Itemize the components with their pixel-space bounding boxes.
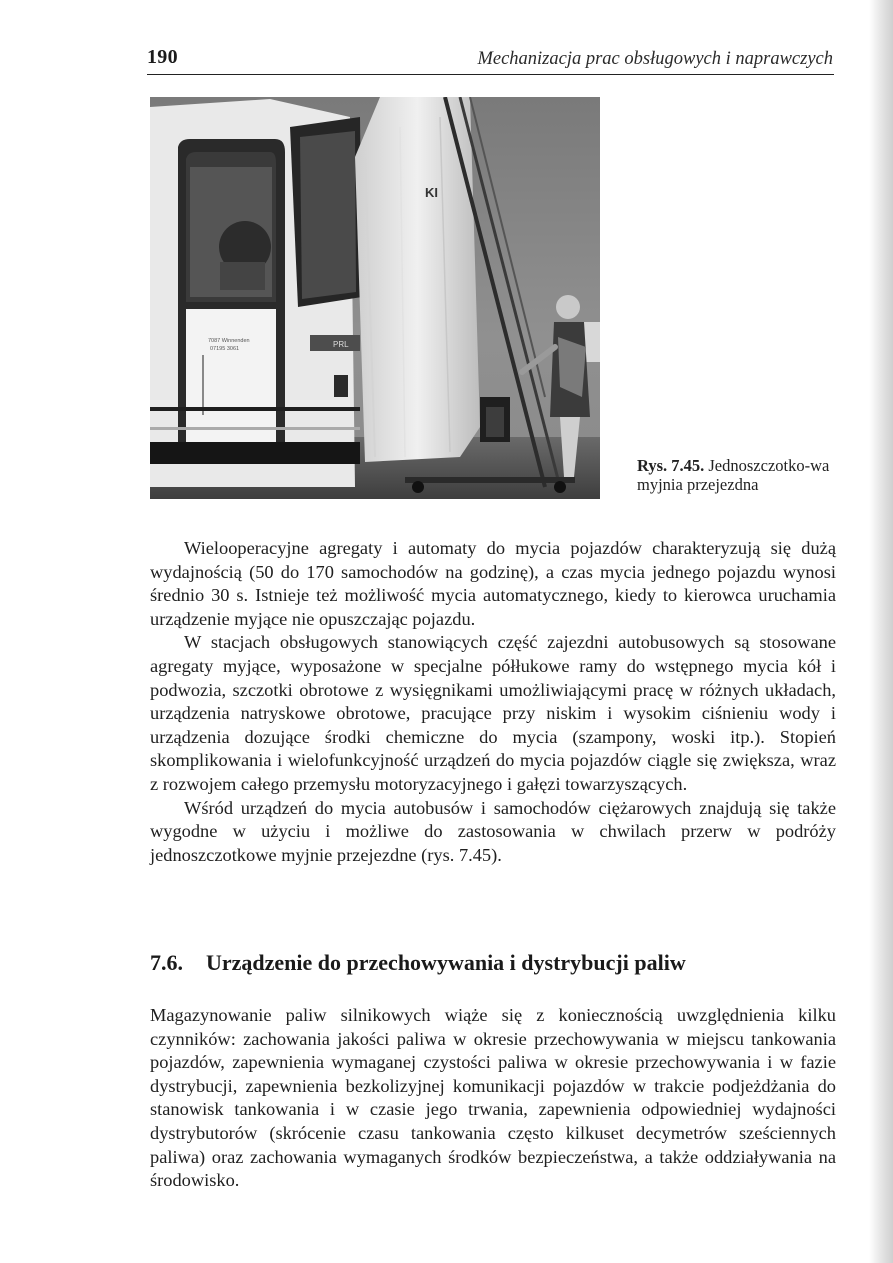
section-body (150, 1004, 836, 1193)
bus-side-logo: PRL (333, 340, 349, 349)
door-text-line1: 7087 Winnenden (208, 338, 250, 344)
header-rule (147, 74, 834, 75)
paragraph-1: Wielooperacyjne agregaty i automaty do mycia pojazdów charakteryzują się dużą wydajnością (50 do 170 samochodów na godzinę), a czas mycia jednego pojazdu wynosi średnio 30 s. Istnieje też możliwość mycia automatycznego, kiedy to kierowca uruchamia urządzenie myjące nie opuszczając pojazdu. (150, 538, 836, 629)
body-text-block (150, 537, 836, 867)
section-title: Urządzenie do przechowywania i dystrybucji paliw (206, 950, 686, 975)
figure-caption-text: Jednoszczotko-wa myjnia przejezdna (637, 456, 830, 494)
section-heading (150, 950, 836, 976)
brush-mark: KI (425, 185, 438, 200)
figure-caption (637, 456, 847, 494)
paragraph-2: W stacjach obsługowych stanowiących część zajezdni autobusowych są stosowane agregaty myjące, wyposażone w specjalne półłukowe ramy do wstępnego mycia kół i podwozia, szczotki obrotowe z wysięgnikami umożliwiającymi pracę w różnych układach, urządzenia natryskowe obrotowe, pracujące przy niskim i wysokim ciśnieniu wody i urządzenia dozujące środki chemiczne do mycia (szampony, woski itp.). Stopień skomplikowania i wielofunkcyjność urządzeń do mycia pojazdów ciągle się zwiększa, wraz z rozwojem całego przemysłu motoryzacyjnego i gałęzi towarzyszących. (150, 632, 836, 794)
figure-photo (150, 97, 600, 499)
paragraph-3: Wśród urządzeń do mycia autobusów i samochodów ciężarowych znajdują się także wygodne w użyciu i możliwe do zastosowania w chwilach przerw w podróży jednoszczotkowe myjnie przejezdne (rys. 7.45). (150, 797, 836, 865)
page-number: 190 (147, 46, 178, 68)
section-paragraph: Magazynowanie paliw silnikowych wiąże się z koniecznością uwzględnienia kilku czynników: zachowania jakości paliwa w okresie przechowywania w miejscu tankowania pojazdów, zapewnienia wymaganej czystości paliwa w okresie przechowywania i w fazie dystrybucji, zapewnienia bezkolizyjnej komunikacji pojazdów w trakcie podjeżdżania do stanowisk tankowania i w czasie jego trwania, zapewnienia odpowiedniej wydajności dystrybutorów (skrócenie czasu tankowania często kilkuset decymetrów sześciennych paliwa) oraz zachowania wymaganych środków bezpieczeństwa, a także oddziaływania na środowisko. (150, 1005, 836, 1191)
figure-label: Rys. 7.45. (637, 456, 705, 475)
section-number: 7.6. (150, 950, 183, 975)
door-text-line2: 07195 3061 (210, 346, 240, 352)
running-title: Mechanizacja prac obsługowych i naprawczych (477, 49, 833, 69)
page-edge-shadow (869, 0, 893, 1263)
